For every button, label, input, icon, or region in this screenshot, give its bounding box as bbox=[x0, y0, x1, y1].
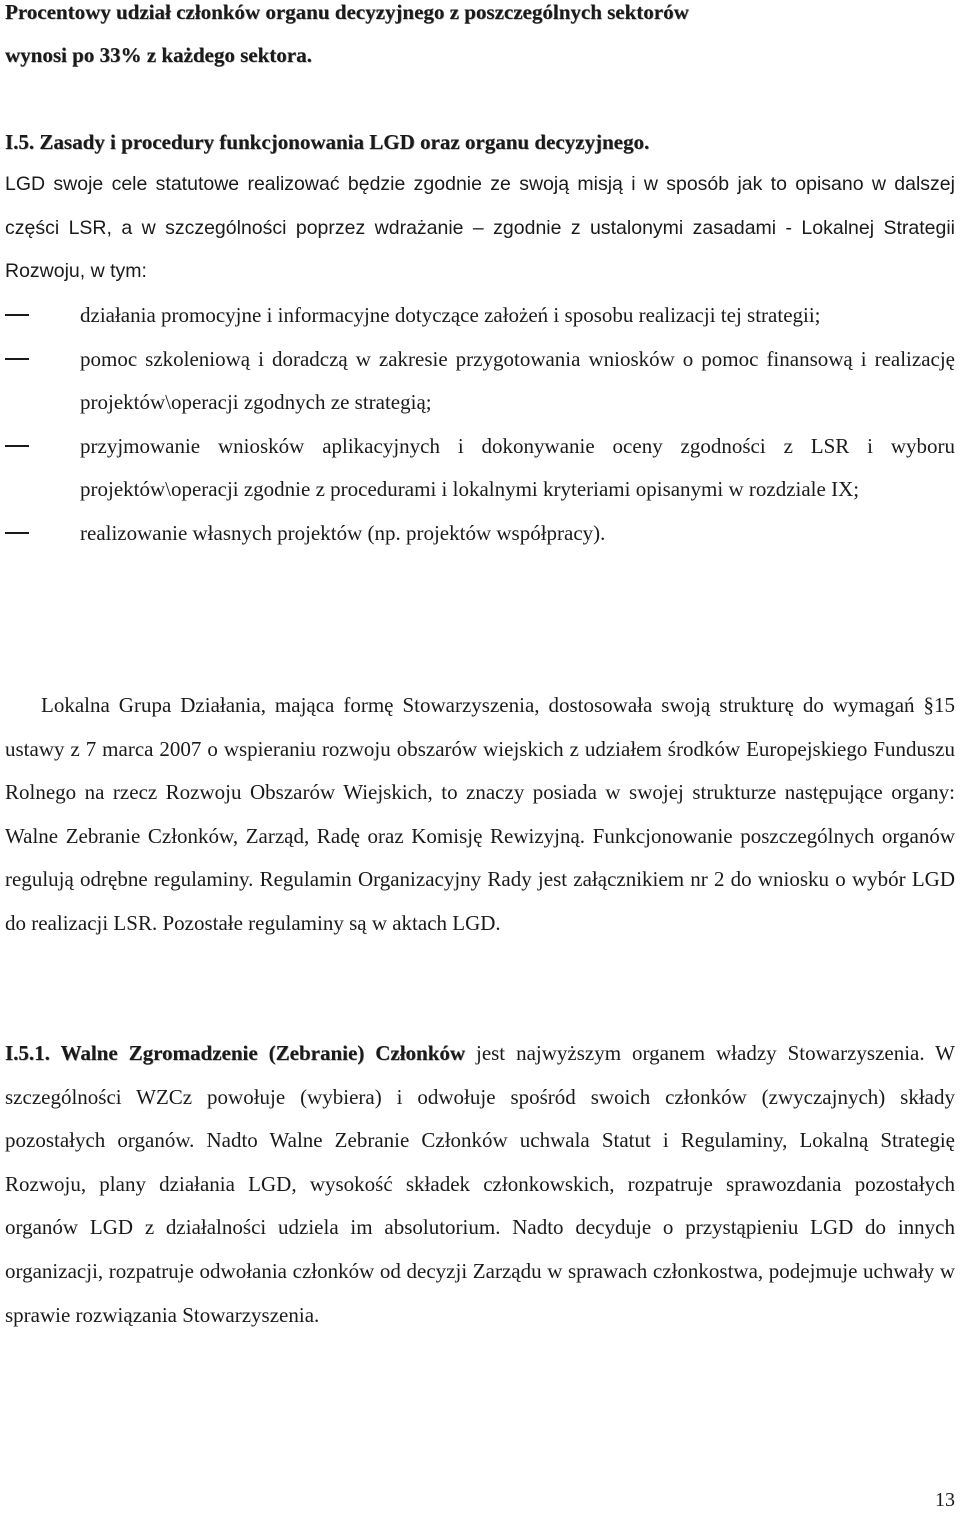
list-item-text: realizowanie własnych projektów (np. projektów współpracy). bbox=[80, 520, 606, 545]
section-heading: I.5. Zasady i procedury funkcjonowania LGD oraz organu decyzyjnego. bbox=[5, 130, 650, 154]
dash-bullet-icon bbox=[5, 532, 29, 534]
list-item bbox=[0, 512, 955, 556]
subsection-heading: I.5.1. Walne Zgromadzenie (Zebranie) Członków bbox=[5, 1041, 466, 1065]
intro-paragraph: LGD swoje cele statutowe realizować będzie zgodnie ze swoją misją i w sposób jak to opisano w dalszej części LSR, a w szczególności poprzez wdrażanie – zgodnie z ustalonymi zasadami - Lokalnej Strategii Rozwoju, w tym: bbox=[5, 173, 955, 283]
list-item-text: działania promocyjne i informacyjne dotyczące założeń i sposobu realizacji tej strategii; bbox=[80, 303, 821, 327]
dash-bullet-icon bbox=[5, 314, 29, 316]
activity-list bbox=[0, 294, 960, 556]
list-item bbox=[0, 338, 955, 425]
header-line-2: wynosi po 33% z każdego sektora. bbox=[5, 43, 312, 67]
list-item-text: przyjmowanie wniosków aplikacyjnych i dokonywanie oceny zgodności z LSR i wyboru projektów\operacji zgodnie z procedurami i lokalnymi kryteriami opisanymi w rozdziale IX; bbox=[80, 433, 955, 502]
dash-bullet-icon bbox=[5, 358, 29, 360]
list-item bbox=[0, 294, 955, 338]
dash-bullet-icon bbox=[5, 445, 29, 447]
lgd-structure-paragraph: Lokalna Grupa Działania, mająca formę Stowarzyszenia, dostosowała swoją strukturę do wymagań §15 ustawy z 7 marca 2007 o wspieraniu rozwoju obszarów wiejskich z udziałem środków Europejskiego Funduszu Rolnego na rzecz Rozwoju Obszarów Wiejskich, to znaczy posiada w swojej strukturze następujące organy: Walne Zebranie Członków, Zarząd, Radę oraz Komisję Rewizyjną. Funkcjonowanie poszczególnych organów regulują odrębne regulaminy. Regulamin Organizacyjny Rady jest załącznikiem nr 2 do wniosku o wybór LGD do realizacji LSR. Pozostałe regulaminy są w aktach LGD. bbox=[5, 693, 955, 935]
general-assembly-paragraph bbox=[5, 1032, 955, 1337]
subsection-text: jest najwyższym organem władzy Stowarzyszenia. W szczególności WZCz powołuje (wybiera) i odwołuje spośród swoich członków (zwyczajnych) składy pozostałych organów. Nadto Walne Zebranie Członków uchwala Statut i Regulaminy, Lokalną Strategię Rozwoju, plany działania LGD, wysokość składek członkowskich, rozpatruje sprawozdania pozostałych organów LGD z działalności udziela im absolutorium. Nadto decyduje o przystąpieniu LGD do innych organizacji, rozpatruje odwołania członków od decyzji Zarządu w sprawach członkostwa, podejmuje uchwały w sprawie rozwiązania Stowarzyszenia. bbox=[5, 1041, 955, 1327]
list-item bbox=[0, 425, 955, 512]
page-number: 13 bbox=[935, 1489, 955, 1511]
list-item-text: pomoc szkoleniową i doradczą w zakresie przygotowania wniosków o pomoc finansową i realizację projektów\operacji zgodnych ze strategią; bbox=[80, 346, 955, 415]
header-line-1: Procentowy udział członków organu decyzyjnego z poszczególnych sektorów bbox=[5, 0, 689, 24]
